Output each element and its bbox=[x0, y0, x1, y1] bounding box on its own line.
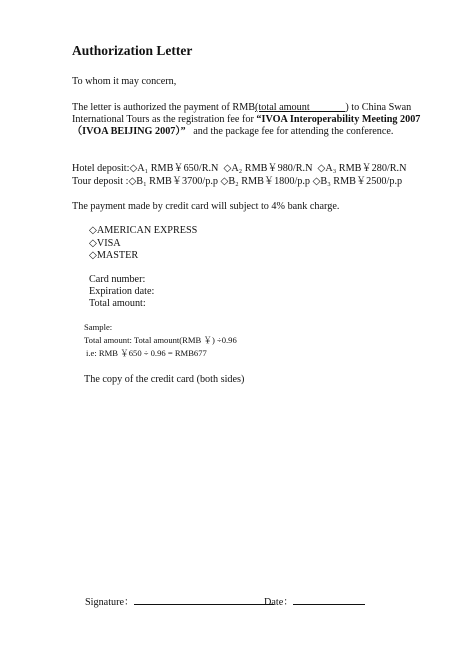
sample-example: i.e: RMB ￥650 ÷ 0.96 = RMB677 bbox=[86, 348, 207, 358]
sample-label: Sample: bbox=[84, 322, 113, 332]
intro-line-2 bbox=[72, 114, 420, 126]
card-type-master[interactable]: ◇MASTER bbox=[89, 250, 139, 261]
intro-line-2-text: International Tours as the registration fee for bbox=[72, 114, 257, 125]
hotel-deposit-row bbox=[72, 163, 406, 175]
date-line[interactable] bbox=[293, 594, 365, 605]
card-number-field: Card number: bbox=[89, 274, 146, 285]
tour-deposit-label: Tour deposit : bbox=[72, 176, 129, 187]
tour-option-b1[interactable]: ◇B₁ RMB￥3700/p.p bbox=[128, 176, 218, 187]
intro-line-3 bbox=[72, 126, 393, 138]
credit-card-copy-note: The copy of the credit card (both sides) bbox=[84, 374, 245, 385]
expiration-date-field: Expiration date: bbox=[89, 286, 155, 297]
meeting-name-short: （IVOA BEIJING 2007）” bbox=[72, 126, 186, 137]
card-type-amex[interactable]: ◇AMERICAN EXPRESS bbox=[89, 225, 198, 236]
intro-line-3-text: and the package fee for attending the conference. bbox=[193, 126, 394, 137]
signature-row bbox=[85, 594, 274, 609]
signature-line[interactable] bbox=[134, 594, 274, 605]
hotel-option-a2[interactable]: ◇A₂ RMB￥980/R.N bbox=[223, 163, 313, 174]
total-amount-field-label: (total amount bbox=[255, 102, 310, 113]
meeting-name: “IVOA Interoperability Meeting 2007 bbox=[256, 114, 421, 125]
signature-label: Signature： bbox=[85, 597, 135, 608]
document-title: Authorization Letter bbox=[72, 43, 193, 58]
tour-option-b2[interactable]: ◇B₂ RMB￥1800/p.p bbox=[220, 176, 311, 187]
intro-pre: The letter is authorized the payment of RMB bbox=[72, 102, 256, 113]
hotel-option-a1[interactable]: ◇A₁ RMB￥650/R.N bbox=[129, 163, 219, 174]
date-row bbox=[264, 594, 365, 609]
total-amount-label: Total amount: bbox=[89, 298, 146, 309]
total-amount-field-blank: _______ bbox=[309, 102, 346, 113]
total-amount-field bbox=[255, 102, 345, 113]
date-label: Date： bbox=[264, 597, 294, 608]
hotel-deposit-label: Hotel deposit: bbox=[72, 163, 130, 174]
card-type-visa[interactable]: ◇VISA bbox=[89, 238, 121, 249]
hotel-option-a3[interactable]: ◇A₃ RMB￥280/R.N bbox=[317, 163, 407, 174]
intro-line-1 bbox=[72, 102, 412, 114]
tour-deposit-row bbox=[72, 176, 402, 188]
tour-option-b3[interactable]: ◇B₃ RMB￥2500/p.p bbox=[312, 176, 403, 187]
salutation: To whom it may concern, bbox=[72, 76, 177, 87]
intro-post: ) to China Swan bbox=[345, 102, 412, 113]
sample-formula: Total amount: Total amount(RMB ￥) ÷0.96 bbox=[84, 335, 237, 345]
bank-charge-note: The payment made by credit card will subject to 4% bank charge. bbox=[72, 201, 340, 212]
